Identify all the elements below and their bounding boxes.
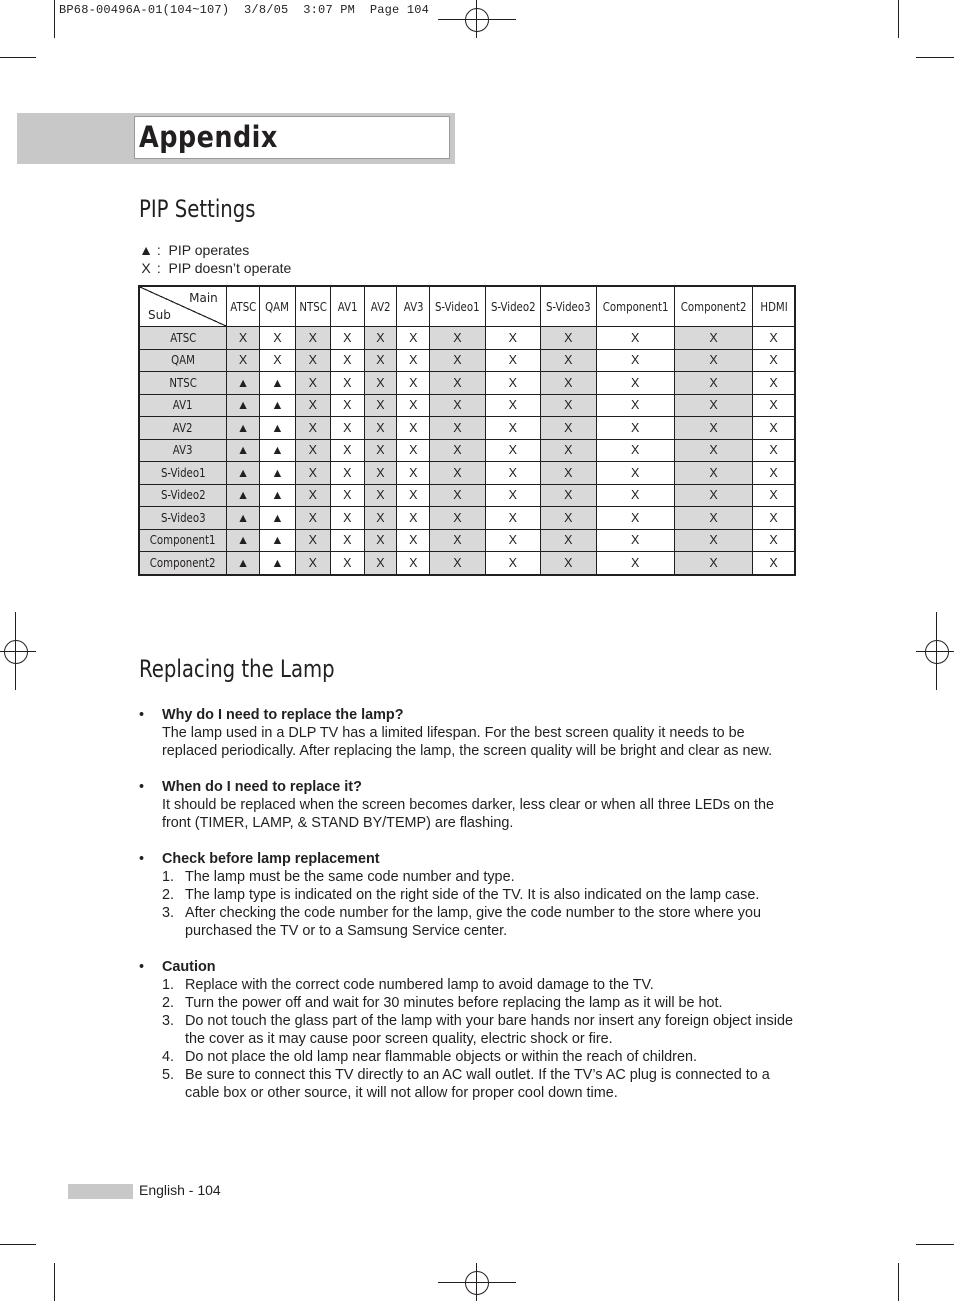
pip-not-operates-cell: X [331, 462, 365, 485]
corner-sub-label: Sub [148, 308, 171, 322]
list-number: 2. [162, 887, 175, 903]
list-item [162, 868, 799, 886]
pip-not-operates-cell: X [596, 507, 674, 530]
pip-not-operates-cell: X [295, 484, 330, 507]
pip-not-operates-cell: X [485, 484, 540, 507]
pip-not-operates-cell: X [485, 439, 540, 462]
pip-not-operates-cell: X [430, 327, 485, 350]
pip-operates-cell: ▲ [260, 552, 295, 575]
pip-not-operates-cell: X [295, 439, 330, 462]
pip-not-operates-cell: X [541, 529, 596, 552]
pip-not-operates-cell: X [753, 529, 795, 552]
crop-mark [898, 0, 899, 38]
table-row [139, 484, 795, 507]
pip-operates-cell: ▲ [226, 417, 260, 440]
column-header-label: AV3 [403, 299, 424, 314]
pip-settings-heading: PIP Settings [139, 195, 256, 223]
bullet-icon: • [139, 959, 145, 975]
row-header [139, 439, 226, 462]
column-header [753, 286, 795, 327]
legend-row-operates [139, 241, 291, 259]
pip-not-operates-cell: X [674, 484, 752, 507]
list-item [162, 1048, 799, 1066]
section-heading: When do I need to replace it? [162, 779, 362, 795]
pip-operates-cell: ▲ [226, 529, 260, 552]
pip-not-operates-cell: X [596, 349, 674, 372]
pip-not-operates-cell: X [596, 439, 674, 462]
pip-operates-cell: ▲ [226, 394, 260, 417]
crop-mark [54, 0, 55, 38]
pip-not-operates-cell: X [753, 439, 795, 462]
pip-not-operates-cell: X [397, 484, 430, 507]
pip-not-operates-cell: X [331, 349, 365, 372]
pip-not-operates-cell: X [364, 349, 397, 372]
pip-not-operates-cell: X [364, 372, 397, 395]
pip-not-operates-cell: X [753, 462, 795, 485]
pip-not-operates-cell: X [596, 372, 674, 395]
bullet-icon: • [139, 851, 145, 867]
pip-not-operates-cell: X [364, 439, 397, 462]
lamp-section [139, 778, 799, 832]
pip-not-operates-cell: X [541, 349, 596, 372]
pip-not-operates-cell: X [541, 462, 596, 485]
column-header [596, 286, 674, 327]
row-header-label: S-Video2 [160, 488, 206, 503]
column-header [260, 286, 295, 327]
pip-not-operates-cell: X [397, 327, 430, 350]
pip-not-operates-cell: X [364, 417, 397, 440]
row-header [139, 462, 226, 485]
column-header-label: S-Video3 [545, 299, 591, 314]
list-text: Do not touch the glass part of the lamp with your bare hands nor insert any foreign object inside the cover as it may cause poor screen quality, electric shock or fire. [185, 1013, 793, 1047]
list-text: Be sure to connect this TV directly to an AC wall outlet. If the TV’s AC plug is connected to a cable box or other source, it will not allow for proper cool down time. [185, 1067, 770, 1101]
pip-not-operates-cell: X [541, 507, 596, 530]
footer-bar [68, 1184, 133, 1199]
row-header-label: AV1 [172, 398, 193, 413]
pip-operates-cell: ▲ [226, 462, 260, 485]
pip-not-operates-cell: X [485, 552, 540, 575]
pip-not-operates-cell: X [541, 327, 596, 350]
row-header [139, 484, 226, 507]
pip-not-operates-cell: X [430, 439, 485, 462]
pip-not-operates-cell: X [541, 552, 596, 575]
pip-not-operates-cell: X [753, 552, 795, 575]
pip-not-operates-cell: X [485, 529, 540, 552]
pip-not-operates-cell: X [331, 417, 365, 440]
section-heading: Caution [162, 959, 216, 975]
row-header-label: S-Video3 [160, 510, 206, 525]
pip-not-operates-cell: X [364, 394, 397, 417]
pip-operates-cell: ▲ [260, 462, 295, 485]
lamp-section [139, 958, 799, 1102]
row-header [139, 372, 226, 395]
pip-operates-cell: ▲ [260, 529, 295, 552]
list-text: Replace with the correct code numbered lamp to avoid damage to the TV. [185, 977, 654, 993]
table-row [139, 529, 795, 552]
row-header [139, 394, 226, 417]
pip-not-operates-cell: X [674, 529, 752, 552]
pip-not-operates-cell: X [364, 462, 397, 485]
table-row [139, 417, 795, 440]
column-header [674, 286, 752, 327]
list-text: Do not place the old lamp near flammable objects or within the reach of children. [185, 1049, 697, 1065]
table-header-row [139, 286, 795, 327]
table-row [139, 552, 795, 575]
pip-not-operates-cell: X [753, 484, 795, 507]
pip-operates-cell: ▲ [226, 372, 260, 395]
page-number: English - 104 [139, 1182, 221, 1198]
pip-not-operates-cell: X [430, 484, 485, 507]
row-header [139, 349, 226, 372]
section-heading: Why do I need to replace the lamp? [162, 707, 404, 723]
pip-not-operates-cell: X [364, 552, 397, 575]
pip-not-operates-cell: X [596, 327, 674, 350]
pip-not-operates-cell: X [295, 417, 330, 440]
column-header [541, 286, 596, 327]
pip-not-operates-cell: X [331, 327, 365, 350]
column-header-label: ATSC [229, 299, 257, 314]
legend-row-not-operates [139, 259, 291, 277]
list-text: Turn the power off and wait for 30 minutes before replacing the lamp as it will be hot. [185, 995, 723, 1011]
pip-not-operates-cell: X [430, 552, 485, 575]
list-number: 4. [162, 1049, 175, 1065]
pip-operates-cell: ▲ [226, 507, 260, 530]
crop-mark [916, 1244, 954, 1245]
pip-not-operates-cell: X [430, 372, 485, 395]
list-number: 1. [162, 977, 175, 993]
pip-operates-cell: ▲ [260, 417, 295, 440]
list-text: The lamp must be the same code number and type. [185, 869, 515, 885]
column-header-label: Component1 [602, 299, 669, 314]
pip-not-operates-cell: X [753, 507, 795, 530]
column-header-label: AV2 [370, 299, 391, 314]
table-row [139, 372, 795, 395]
pip-not-operates-cell: X [430, 417, 485, 440]
pip-not-operates-cell: X [430, 529, 485, 552]
crop-mark [916, 57, 954, 58]
pip-not-operates-cell: X [430, 394, 485, 417]
table-row [139, 507, 795, 530]
pip-not-operates-cell: X [753, 327, 795, 350]
numbered-list [162, 976, 799, 1102]
pip-not-operates-cell: X [260, 327, 295, 350]
list-item [162, 1012, 799, 1048]
table-row [139, 327, 795, 350]
pip-operates-cell: ▲ [226, 439, 260, 462]
list-item [162, 1066, 799, 1102]
pip-not-operates-cell: X [541, 417, 596, 440]
list-number: 5. [162, 1067, 175, 1083]
pip-not-operates-cell: X [295, 507, 330, 530]
pip-not-operates-cell: X [397, 394, 430, 417]
column-header-label: S-Video2 [490, 299, 536, 314]
pip-operates-cell: ▲ [260, 372, 295, 395]
pip-not-operates-cell: X [364, 507, 397, 530]
pip-not-operates-cell: X [596, 417, 674, 440]
pip-not-operates-cell: X [295, 372, 330, 395]
pip-not-operates-cell: X [430, 462, 485, 485]
x-mark-icon: X [141, 260, 151, 276]
pip-not-operates-cell: X [331, 552, 365, 575]
row-header-label: ATSC [169, 330, 196, 345]
pip-not-operates-cell: X [260, 349, 295, 372]
bullet-icon: • [139, 779, 145, 795]
list-text: The lamp type is indicated on the right side of the TV. It is also indicated on the lamp case. [185, 887, 760, 903]
pip-not-operates-cell: X [364, 327, 397, 350]
pip-not-operates-cell: X [753, 394, 795, 417]
column-header [226, 286, 260, 327]
row-header [139, 417, 226, 440]
pip-not-operates-cell: X [485, 417, 540, 440]
list-item [162, 994, 799, 1012]
column-header [485, 286, 540, 327]
row-header [139, 552, 226, 575]
pip-not-operates-cell: X [596, 529, 674, 552]
section-body: It should be replaced when the screen becomes darker, less clear or when all three LEDs on the front (TIMER, LAMP, & STAND BY/TEMP) are flashing. [162, 797, 774, 831]
print-slug: BP68-00496A-01(104~107) 3/8/05 3:07 PM Page 104 [59, 3, 430, 17]
column-header-label: S-Video1 [435, 299, 480, 314]
row-header-label: NTSC [169, 375, 197, 390]
page-title: Appendix [139, 120, 278, 154]
pip-not-operates-cell: X [541, 372, 596, 395]
pip-not-operates-cell: X [541, 394, 596, 417]
column-header-label: Component2 [680, 299, 747, 314]
pip-not-operates-cell: X [674, 394, 752, 417]
pip-not-operates-cell: X [541, 439, 596, 462]
crop-mark [54, 1263, 55, 1301]
column-header [331, 286, 365, 327]
pip-not-operates-cell: X [430, 349, 485, 372]
column-header-label: AV1 [337, 299, 358, 314]
crop-mark [898, 1263, 899, 1301]
pip-not-operates-cell: X [596, 394, 674, 417]
pip-not-operates-cell: X [295, 327, 330, 350]
pip-not-operates-cell: X [295, 394, 330, 417]
column-header [364, 286, 397, 327]
pip-not-operates-cell: X [485, 394, 540, 417]
section-body: The lamp used in a DLP TV has a limited lifespan. For the best screen quality it needs to be replaced periodically. After replacing the lamp, the screen quality will be bright and clear as new. [162, 725, 773, 759]
pip-not-operates-cell: X [397, 462, 430, 485]
pip-legend [139, 241, 291, 277]
pip-not-operates-cell: X [397, 507, 430, 530]
row-header [139, 327, 226, 350]
row-header-label: S-Video1 [160, 465, 206, 480]
lamp-section [139, 706, 799, 760]
pip-not-operates-cell: X [674, 417, 752, 440]
pip-not-operates-cell: X [331, 372, 365, 395]
replacing-lamp-heading: Replacing the Lamp [139, 655, 335, 683]
pip-not-operates-cell: X [331, 507, 365, 530]
table-row [139, 394, 795, 417]
column-header [295, 286, 330, 327]
column-header-label: QAM [265, 299, 290, 314]
list-number: 3. [162, 905, 175, 921]
table-body [139, 327, 795, 575]
pip-not-operates-cell: X [331, 529, 365, 552]
pip-not-operates-cell: X [397, 349, 430, 372]
corner-main-label: Main [189, 291, 218, 305]
pip-not-operates-cell: X [295, 529, 330, 552]
pip-not-operates-cell: X [397, 529, 430, 552]
row-header [139, 507, 226, 530]
pip-operates-cell: ▲ [226, 484, 260, 507]
triangle-icon: ▲ [139, 242, 153, 258]
table-row [139, 462, 795, 485]
pip-not-operates-cell: X [753, 417, 795, 440]
pip-not-operates-cell: X [485, 507, 540, 530]
pip-operates-cell: ▲ [260, 484, 295, 507]
column-header [397, 286, 430, 327]
table-row [139, 439, 795, 462]
list-text: After checking the code number for the lamp, give the code number to the store where you purchased the TV or to a Samsung Service center. [185, 905, 761, 939]
row-header-label: QAM [170, 353, 195, 368]
legend-text: : PIP doesn’t operate [156, 260, 292, 276]
numbered-list [162, 868, 799, 940]
pip-not-operates-cell: X [596, 462, 674, 485]
table-row [139, 349, 795, 372]
pip-not-operates-cell: X [397, 417, 430, 440]
pip-operates-cell: ▲ [260, 394, 295, 417]
pip-not-operates-cell: X [674, 507, 752, 530]
pip-not-operates-cell: X [397, 552, 430, 575]
pip-not-operates-cell: X [331, 394, 365, 417]
list-number: 2. [162, 995, 175, 1011]
pip-not-operates-cell: X [485, 349, 540, 372]
pip-not-operates-cell: X [674, 327, 752, 350]
pip-not-operates-cell: X [226, 349, 260, 372]
column-header [430, 286, 485, 327]
list-item [162, 904, 799, 940]
column-header-label: HDMI [759, 299, 788, 314]
pip-not-operates-cell: X [674, 439, 752, 462]
pip-not-operates-cell: X [226, 327, 260, 350]
list-number: 3. [162, 1013, 175, 1029]
table-corner-cell [139, 286, 226, 327]
pip-not-operates-cell: X [485, 462, 540, 485]
row-header [139, 529, 226, 552]
bullet-icon: • [139, 707, 145, 723]
pip-not-operates-cell: X [541, 484, 596, 507]
lamp-section [139, 850, 799, 940]
pip-not-operates-cell: X [596, 552, 674, 575]
row-header-label: AV3 [172, 443, 193, 458]
pip-not-operates-cell: X [295, 349, 330, 372]
section-heading: Check before lamp replacement [162, 851, 380, 867]
column-header-label: NTSC [299, 299, 327, 314]
pip-compatibility-table [138, 285, 796, 576]
crop-mark [0, 57, 36, 58]
lamp-instructions [139, 706, 799, 1120]
legend-text: : PIP operates [156, 242, 250, 258]
pip-not-operates-cell: X [596, 484, 674, 507]
pip-not-operates-cell: X [331, 439, 365, 462]
pip-not-operates-cell: X [674, 349, 752, 372]
pip-not-operates-cell: X [753, 372, 795, 395]
pip-not-operates-cell: X [485, 327, 540, 350]
pip-operates-cell: ▲ [226, 552, 260, 575]
pip-not-operates-cell: X [364, 529, 397, 552]
row-header-label: AV2 [172, 420, 193, 435]
pip-not-operates-cell: X [331, 484, 365, 507]
pip-not-operates-cell: X [430, 507, 485, 530]
pip-not-operates-cell: X [485, 372, 540, 395]
pip-not-operates-cell: X [753, 349, 795, 372]
list-number: 1. [162, 869, 175, 885]
crop-mark [0, 1244, 36, 1245]
pip-operates-cell: ▲ [260, 439, 295, 462]
pip-not-operates-cell: X [397, 439, 430, 462]
pip-not-operates-cell: X [674, 372, 752, 395]
pip-not-operates-cell: X [364, 484, 397, 507]
list-item [162, 886, 799, 904]
row-header-label: Component2 [150, 555, 216, 570]
pip-not-operates-cell: X [674, 552, 752, 575]
pip-not-operates-cell: X [397, 372, 430, 395]
pip-not-operates-cell: X [295, 462, 330, 485]
pip-not-operates-cell: X [674, 462, 752, 485]
pip-operates-cell: ▲ [260, 507, 295, 530]
list-item [162, 976, 799, 994]
row-header-label: Component1 [150, 533, 216, 548]
pip-not-operates-cell: X [295, 552, 330, 575]
